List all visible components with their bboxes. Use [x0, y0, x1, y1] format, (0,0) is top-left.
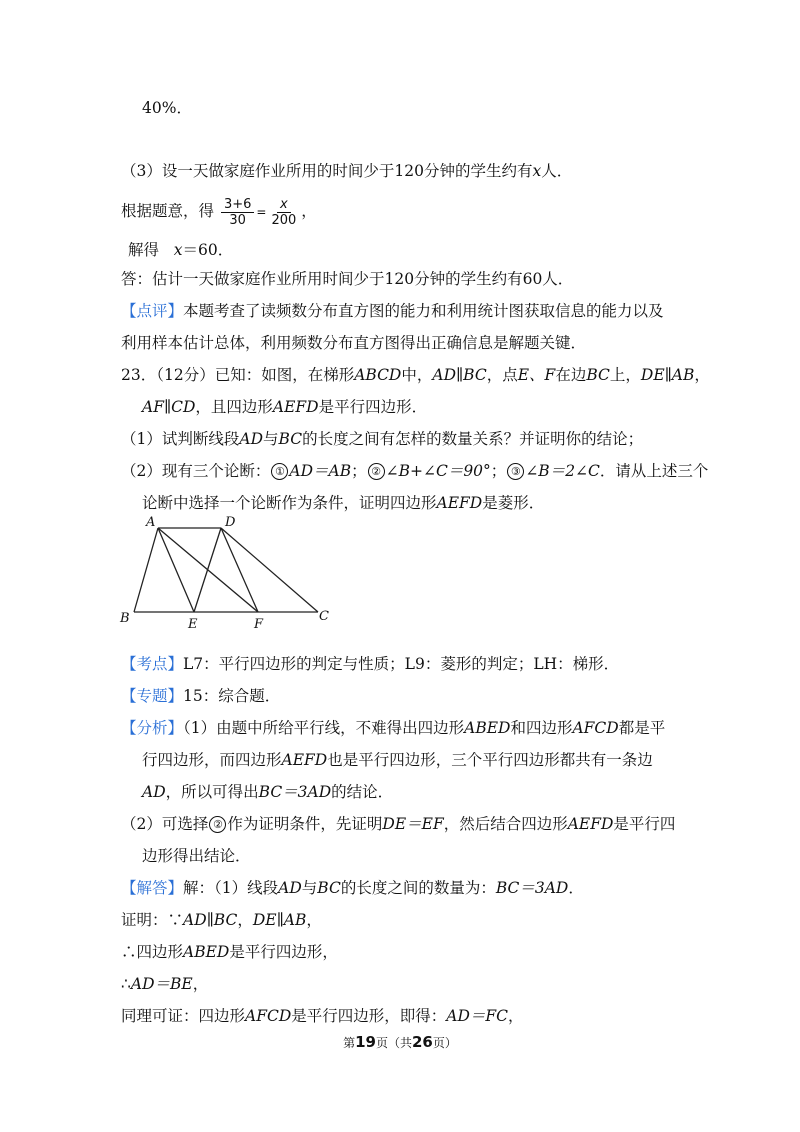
- label-a: A: [146, 515, 156, 530]
- part3-text: （3）设一天做家庭作业所用的时间少于120分钟的学生约有: [121, 162, 533, 180]
- label-e: E: [188, 617, 198, 630]
- jieda-tag: 【解答】: [121, 879, 184, 897]
- circled-1: ①: [271, 463, 288, 480]
- edge-ab: [134, 528, 158, 612]
- fenxi-tag: 【分析】: [121, 719, 184, 737]
- q23-part2-line-1: （2）现有三个论断： ① AD＝AB； ② ∠B+∠C＝90°； ③ ∠B＝2∠C．请从上述三个: [121, 462, 709, 480]
- var-x: x: [532, 162, 542, 180]
- q23-line-2: AF∥CD，且四边形AEFD是平行四边形．: [142, 398, 428, 416]
- proof-line-4: 同理可证：四边形AFCD是平行四边形，即得：AD＝FC，: [121, 1007, 524, 1025]
- fenxi-line-4: （2）可选择 ② 作为证明条件，先证明DE＝EF，然后结合四边形AEFD是平行四: [121, 815, 676, 833]
- edge-dc: [221, 528, 318, 612]
- fenxi-line-1: 【分析】（1）由题中所给平行线，不难得出四边形ABED和四边形AFCD都是平: [121, 719, 666, 737]
- segment-df: [221, 528, 258, 612]
- fenxi-line-3: AD，所以可得出BC＝3AD的结论．: [142, 783, 394, 801]
- answer-line: 答：估计一天做家庭作业所用时间少于120分钟的学生约有60人．: [121, 270, 574, 288]
- kaodian-line: 【考点】L7：平行四边形的判定与性质；L9：菱形的判定；LH：梯形．: [121, 655, 620, 673]
- label-c: C: [319, 609, 329, 624]
- circled-2: ②: [368, 463, 385, 480]
- label-b: B: [120, 611, 130, 626]
- part3-text-end: 人．: [541, 162, 573, 180]
- review-line-2: 利用样本估计总体，利用频数分布直方图得出正确信息是解题关键．: [121, 334, 587, 352]
- proof-line-3: ∴AD＝BE，: [121, 975, 209, 993]
- label-d: D: [225, 515, 236, 530]
- equals-sign: =: [256, 205, 267, 219]
- solve-line: 解得 x＝60．: [128, 241, 234, 259]
- equation-line: 根据题意，得 $\frac{3+6}{30}$ = $\frac{x}{200}$ ，: [121, 196, 317, 228]
- equation-prefix: 根据题意，得: [121, 202, 215, 220]
- label-f: F: [254, 617, 264, 630]
- zhuanti-tag: 【专题】: [121, 687, 184, 705]
- q23-line-1: 23．（12分）已知：如图，在梯形ABCD中，AD∥BC，点E、F在边BC上，DE∥AB，: [121, 366, 710, 384]
- segment-ae: [158, 528, 194, 612]
- segment-de: [194, 528, 221, 612]
- fraction-left: $\frac{3+6}{30}$: [221, 197, 254, 228]
- circled-3: ③: [507, 463, 524, 480]
- page-number: 19: [355, 1033, 376, 1051]
- fenxi-line-2: 行四边形，而四边形AEFD也是平行四边形，三个平行四边形都共有一条边: [142, 751, 653, 769]
- review-tag: 【点评】: [121, 302, 184, 320]
- page-total: 26: [412, 1033, 433, 1051]
- jieda-line: 【解答】解：（1）线段AD与BC的长度之间的数量为：BC＝3AD．: [121, 879, 584, 897]
- text-percent: 40%．: [142, 99, 192, 117]
- zhuanti-line: 【专题】15：综合题．: [121, 687, 281, 705]
- fenxi-line-5: 边形得出结论．: [142, 847, 251, 865]
- page-footer: 第19页（共26页）: [343, 1033, 457, 1051]
- proof-line-1: 证明：∵AD∥BC，DE∥AB，: [121, 911, 322, 929]
- q23-part1: （1）试判断线段AD与BC的长度之间有怎样的数量关系？并证明你的结论；: [121, 430, 644, 448]
- kaodian-tag: 【考点】: [121, 655, 184, 673]
- trapezoid-figure: [118, 512, 338, 630]
- review-line-1: 【点评】本题考查了读频数分布直方图的能力和利用统计图获取信息的能力以及: [121, 302, 664, 320]
- q23-part2-line-2: 论断中选择一个论断作为条件，证明四边形AEFD是菱形．: [142, 494, 545, 512]
- proof-line-2: ∴四边形ABED是平行四边形，: [121, 943, 338, 961]
- part3-line: [121, 160, 572, 182]
- circled-2-ref: ②: [209, 816, 226, 833]
- fraction-right: $\frac{x}{200}$: [271, 196, 297, 228]
